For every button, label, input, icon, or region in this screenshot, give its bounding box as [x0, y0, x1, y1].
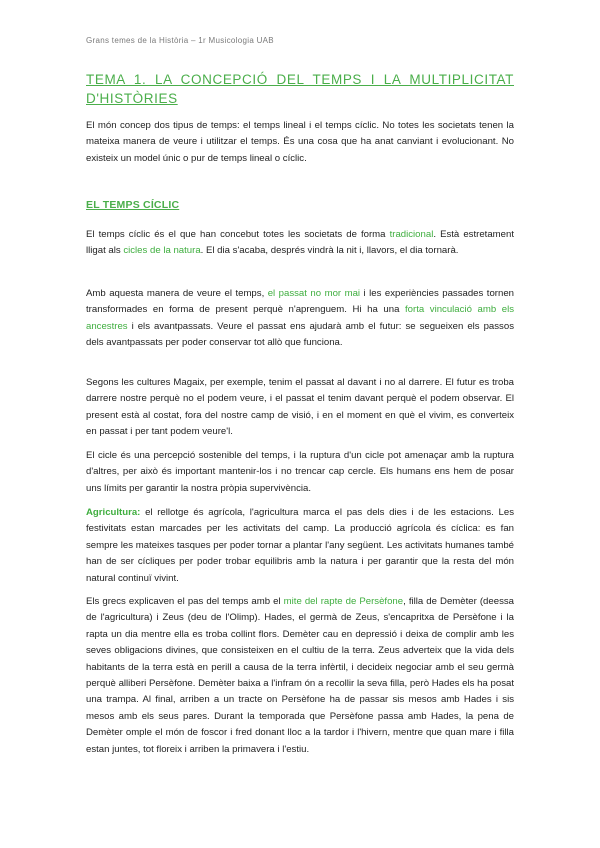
paragraph-magaix: Segons les cultures Magaix, per exemple, tenim el passat al davant i no al darrere. El futur es troba darrere nostre perquè no el podem veure, i el passat el tenim davant perquè el podem observar. El present està al costat, fora del nostre camp de visió, i en el moment en què el vivim, es converteix en passat i per tant podem veure'l. [86, 377, 514, 438]
paragraph-text: , filla de Demèter (deessa de l'agricultura) i Zeus (deu de l'Olimp). Hades, el germà de Zeus, s'encapritxa de Persèfone i la rapta un dia mentre ella es troba collint flors. Demèter cau en depressió i deixa de complir amb les seves obligacions divines, que consisteixen en el cultiu de la terra. Zeus adverteix que la vida dels habitants de la terra està en perill a causa de la terra infèrtil, i decideix negociar amb el seu germà perquè alliberi Persèfone. Demèter baixa a l'infram ón a recollir la seva filla, però Hades els ha posat una trampa. Al final, arriben a un tracte on Persèfone ha de passar sis mesos amb Hades i sis mesos amb els seus pares. Durant la temporada que Persèfone passa amb Hades, la pena de Demèter omple el món de foscor i fred donant lloc a la tardor i l'hivern, mentre que quan mare i filla estan juntes, tot floreix i arriben la primavera i l'estiu. [86, 596, 514, 755]
paragraph-cyclic-definition [86, 227, 514, 260]
paragraph-text: Els grecs explicaven el pas del temps amb el [86, 596, 284, 607]
intro-paragraph: El món concep dos tipus de temps: el temps lineal i el temps cíclic. No totes les societats tenen la mateixa manera de veure i utilitzar el temps. És una cosa que ha anat canviant i evolucionant. No existeix un model únic o pur de temps lineal o cíclic. [86, 120, 514, 164]
highlight-term: el passat no mor mai [267, 288, 361, 299]
paragraph-text: . Està estretament lligat als [86, 229, 514, 257]
section-heading: EL TEMPS CÍCLIC [86, 199, 180, 211]
paragraph-persephone-myth [86, 594, 514, 758]
paragraph-text: El temps cíclic és el que han concebut totes les societats de forma [86, 229, 390, 240]
paragraph-past-never-dies [86, 286, 514, 352]
paragraph-text: i les experiències passades tornen transformades en forma de present perquè n'aprenguem. Hi ha una [86, 288, 514, 316]
paragraph-cycle-sustainable: El cicle és una percepció sostenible del temps, i la ruptura d'un cicle pot amenaçar amb la ruptura d'altres, per això és important mantenir-los i no trencar cap cercle. Els humans ens hem de posar uns límits per garantir la nostra pròpia supervivència. [86, 450, 514, 494]
paragraph-agriculture [86, 505, 514, 587]
paragraph-text: el rellotge és agrícola, l'agricultura marca el pas dels dies i de les estacions. Les festivitats estan marcades per les activitats del camp. La producció agrícola és cíclica: es fan sempre les mateixes tasques per poder tornar a plantar l'any següent. Les activitats humanes també han de ser cícliques per poder trobar equilibris amb la natura i per garantir que la resta del món natural continuï vivint. [86, 507, 514, 584]
highlight-term: cicles de la natura [123, 245, 201, 257]
highlight-term: forta vinculació amb els ancestres [86, 304, 514, 332]
running-header: Grans temes de la Història – 1r Musicologia UAB [86, 36, 274, 45]
paragraph-text: i els avantpassats. Veure el passat ens ajudarà amb el futur: se segueixen els passos dels avantpassats per poder conservar tot allò que funciona. [86, 320, 514, 349]
page-title: TEMA 1. LA CONCEPCIÓ DEL TEMPS I LA MULTIPLICITAT D'HISTÒRIES [86, 72, 514, 106]
paragraph-text: Amb aquesta manera de veure el temps, [86, 288, 268, 299]
paragraph-text: . El dia s'acaba, després vindrà la nit i, llavors, el dia tornarà. [200, 245, 459, 257]
highlight-lead: Agricultura: [86, 507, 141, 518]
highlight-term: tradicional [389, 229, 434, 240]
highlight-term: mite del rapte de Persèfone [283, 596, 404, 607]
